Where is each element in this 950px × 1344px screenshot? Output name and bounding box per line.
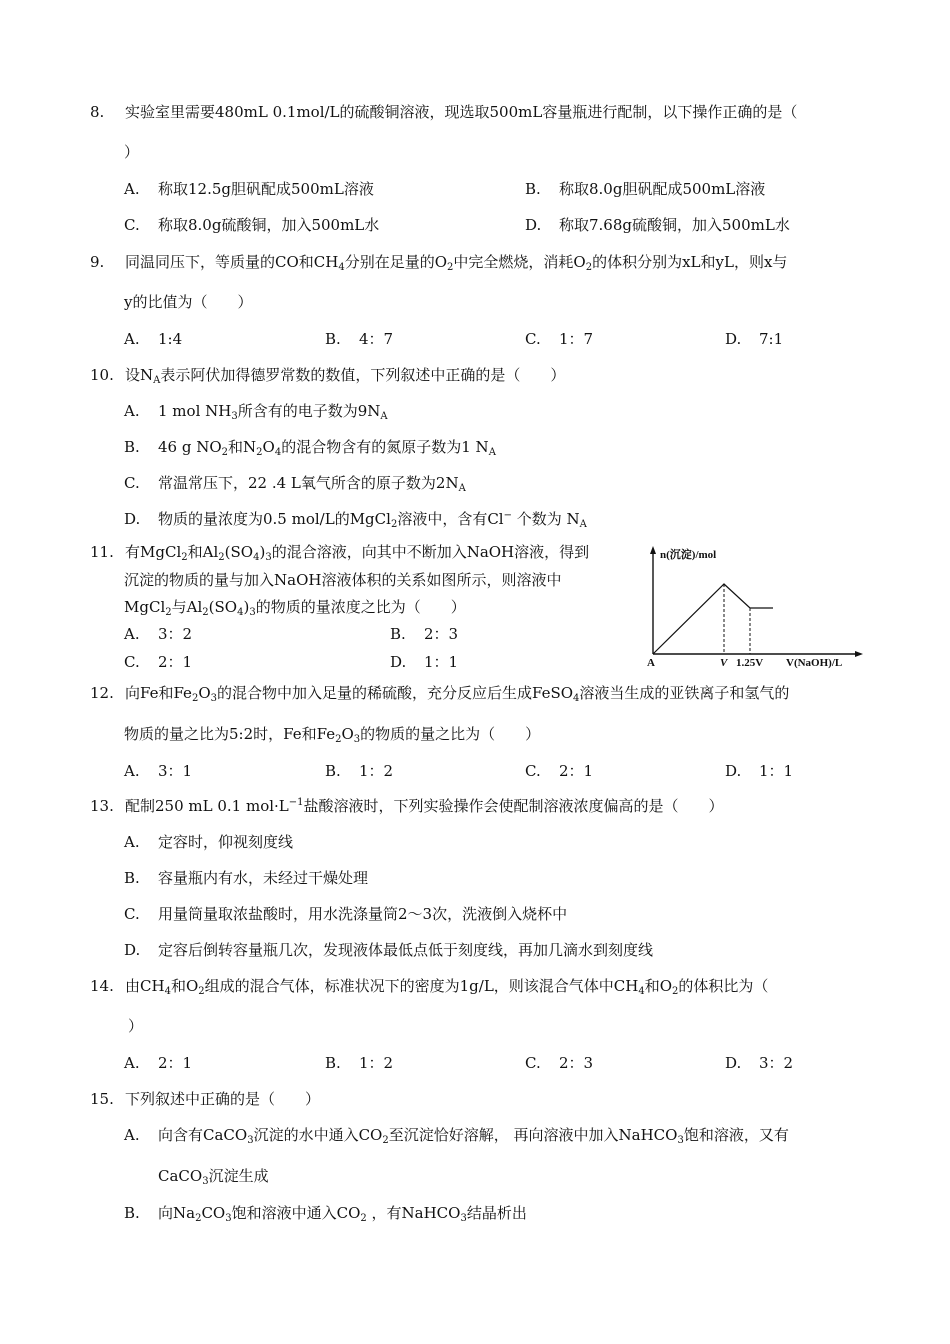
- option-label: B.: [325, 762, 341, 780]
- q9-option-c: [525, 329, 593, 349]
- subscript: 2: [218, 552, 225, 563]
- q12-stem: 物质的量之比为5:2时，Fe和Fe: [124, 725, 336, 743]
- option-label: B.: [124, 869, 140, 887]
- option-text: CaCO: [158, 1167, 203, 1185]
- option-label: B.: [325, 330, 341, 348]
- subscript: 2: [256, 447, 263, 458]
- option-text: 1:4: [158, 330, 183, 348]
- option-text: 称取7.68g硫酸铜，加入500mL水: [559, 216, 790, 234]
- option-text: 容量瓶内有水，未经过干燥处理: [158, 869, 369, 887]
- q10-stem: 设N: [125, 366, 154, 384]
- option-label: C.: [124, 653, 140, 671]
- subscript: 4: [274, 447, 282, 458]
- q14-line2: [128, 1016, 143, 1036]
- subscript: 2: [360, 1213, 367, 1224]
- option-label: A.: [124, 625, 140, 643]
- option-text: 饱和溶液中通入CO: [231, 1204, 361, 1222]
- q8-option-c: [124, 215, 379, 235]
- option-label: D.: [124, 510, 141, 528]
- subscript: 2: [335, 734, 342, 745]
- option-label: C.: [525, 1054, 541, 1072]
- q8-stem-close: ）: [124, 143, 140, 161]
- option-text: 3：2: [158, 625, 193, 643]
- subscript: 3: [460, 1213, 467, 1224]
- option-label: B.: [124, 1204, 140, 1222]
- q11-stem: (SO: [208, 598, 238, 616]
- q9-option-a: [124, 329, 182, 349]
- option-text: 物质的量浓度为0.5 mol/L的MgCl: [158, 510, 391, 528]
- option-text: 2：3: [424, 625, 459, 643]
- q10-line1: [90, 365, 565, 385]
- option-text: 1：1: [759, 762, 794, 780]
- q11-stem: 与Al: [171, 598, 203, 616]
- option-label: A.: [124, 833, 140, 851]
- q11-stem: MgCl: [124, 598, 166, 616]
- option-text: 定容时，仰视刻度线: [158, 833, 294, 851]
- q15-option-a-cont: [158, 1166, 269, 1186]
- q9-number: 9.: [90, 253, 105, 271]
- q13-option-a: [124, 832, 293, 852]
- q11-stem: (SO: [224, 543, 254, 561]
- option-text: 46 g NO: [158, 438, 222, 456]
- option-text: 7:1: [759, 330, 784, 348]
- option-text: O: [262, 438, 275, 456]
- option-text: CO: [201, 1204, 226, 1222]
- option-text: 称取8.0g胆矾配成500mL溶液: [559, 180, 766, 198]
- option-label: A.: [124, 1126, 140, 1144]
- option-label: A.: [124, 762, 140, 780]
- subscript: 4: [164, 986, 171, 997]
- q14-stem: 由CH: [125, 977, 165, 995]
- q9-line2: [124, 292, 252, 312]
- q11-option-d: [390, 652, 458, 672]
- option-text: 2：1: [158, 1054, 193, 1072]
- option-label: A.: [124, 402, 140, 420]
- option-text: 2：3: [559, 1054, 594, 1072]
- precipitate-volume-graph: [636, 544, 868, 670]
- q12-stem: 的物质的量之比为（ ）: [360, 725, 541, 743]
- q11-stem: 的混合溶液，向其中不断加入NaOH溶液，得到: [271, 543, 590, 561]
- origin-label: A: [647, 657, 655, 669]
- q12-number: 12.: [90, 684, 114, 702]
- q11-stem-cont: 沉淀的物质的量与加入NaOH溶液体积的关系如图所示，则溶液中: [124, 571, 562, 589]
- option-text: 称取12.5g胆矾配成500mL溶液: [158, 180, 374, 198]
- q14-stem-close: ）: [128, 1017, 144, 1035]
- q15-option-a: [124, 1125, 789, 1145]
- q10-option-a: [124, 401, 388, 421]
- subscript: 3: [677, 1135, 684, 1146]
- subscript: A: [488, 447, 496, 458]
- q12-option-d: [725, 761, 793, 781]
- subscript: 4: [638, 986, 645, 997]
- q12-line1: [90, 683, 789, 703]
- q13-option-c: [124, 904, 567, 924]
- q11-stem: ): [243, 598, 250, 616]
- q12-stem: O: [198, 684, 211, 702]
- option-text: 所含有的电子数为9N: [237, 402, 381, 420]
- subscript: 2: [198, 986, 205, 997]
- q11-line2: [124, 570, 561, 590]
- option-label: C.: [124, 905, 140, 923]
- x-axis-label: V(NaOH)/L: [786, 657, 843, 669]
- q15-number: 15.: [90, 1090, 114, 1108]
- q8-option-a: [124, 179, 374, 199]
- q11-stem: 和Al: [187, 543, 219, 561]
- q11-line3: [124, 597, 466, 617]
- q12-stem: 的混合物中加入足量的稀硫酸，充分反应后生成FeSO: [217, 684, 574, 702]
- option-label: D.: [525, 216, 542, 234]
- option-text: 1：1: [424, 653, 459, 671]
- option-text: 的混合物含有的氮原子数为1 N: [281, 438, 489, 456]
- option-text: 结晶析出: [466, 1204, 527, 1222]
- option-label: C.: [124, 474, 140, 492]
- option-label: B.: [325, 1054, 341, 1072]
- option-label: A.: [124, 330, 140, 348]
- subscript: A: [458, 483, 466, 494]
- q11-stem: ): [259, 543, 266, 561]
- subscript: 3: [249, 607, 256, 618]
- subscript: A: [380, 411, 388, 422]
- q9-stem: 的体积分别为xL和yL，则x与: [592, 253, 788, 271]
- subscript: 3: [231, 411, 238, 422]
- option-label: C.: [525, 762, 541, 780]
- option-text: 向Na: [158, 1204, 196, 1222]
- subscript: 2: [390, 519, 398, 530]
- q8-line1: [90, 102, 797, 122]
- precipitate-curve: [653, 584, 773, 654]
- q12-option-b: [325, 761, 393, 781]
- q11-option-c: [124, 652, 192, 672]
- option-label: C.: [124, 216, 140, 234]
- option-label: A.: [124, 180, 140, 198]
- subscript: 3: [265, 552, 272, 563]
- option-text: 用量筒量取浓盐酸时，用水洗涤量筒2～3次，洗液倒入烧杯中: [158, 905, 568, 923]
- q12-stem: O: [341, 725, 354, 743]
- option-text: 1：2: [359, 762, 394, 780]
- option-text: 饱和溶液，又有: [683, 1126, 789, 1144]
- option-text: 常温常压下，22 .4 L氧气所含的原子数为2N: [158, 474, 459, 492]
- x-axis-arrow: [855, 651, 863, 657]
- option-text: 3：1: [158, 762, 193, 780]
- q11-stem: 有MgCl: [125, 543, 182, 561]
- q12-stem: 向Fe和Fe: [125, 684, 192, 702]
- subscript: 4: [253, 552, 260, 563]
- option-text: 3：2: [759, 1054, 794, 1072]
- q14-stem: 和O: [170, 977, 199, 995]
- subscript: 2: [447, 262, 454, 273]
- option-text: 向含有CaCO: [158, 1126, 248, 1144]
- q8-option-d: [525, 215, 790, 235]
- subscript: 4: [237, 607, 244, 618]
- option-text: ，有NaHCO: [366, 1204, 461, 1222]
- q13-option-b: [124, 868, 368, 888]
- subscript: 2: [585, 262, 593, 273]
- q10-number: 10.: [90, 366, 114, 384]
- q14-option-a: [124, 1053, 192, 1073]
- option-text: 1：7: [559, 330, 594, 348]
- option-label: D.: [725, 762, 742, 780]
- q12-option-c: [525, 761, 593, 781]
- q9-stem: 中完全燃烧，消耗O: [453, 253, 586, 271]
- subscript: 2: [195, 1213, 202, 1224]
- q9-option-d: [725, 329, 783, 349]
- q13-stem: 盐酸溶液时，下列实验操作会使配制溶液浓度偏高的是（ ）: [303, 797, 724, 815]
- q13-option-d: [124, 940, 653, 960]
- q9-stem: 分别在足量的O: [344, 253, 448, 271]
- option-text: 定容后倒转容量瓶几次，发现液体最低点低于刻度线，再加几滴水到刻度线: [158, 941, 654, 959]
- subscript: 2: [165, 607, 172, 618]
- subscript: 4: [338, 262, 345, 273]
- q11-option-b: [390, 624, 458, 644]
- q12-line2: [124, 724, 540, 744]
- y-axis-arrow: [650, 546, 656, 554]
- q11-number: 11.: [90, 543, 114, 561]
- subscript: A: [579, 519, 587, 530]
- option-label: B.: [124, 438, 140, 456]
- option-label: D.: [390, 653, 407, 671]
- option-text: 个数为 N: [511, 510, 580, 528]
- subscript: 2: [221, 447, 229, 458]
- q10-stem: 表示阿伏加得德罗常数的数值，下列叙述中正确的是（ ）: [160, 366, 566, 384]
- q14-option-b: [325, 1053, 393, 1073]
- option-text: 溶液中，含有Cl: [397, 510, 504, 528]
- q8-line2: [124, 142, 139, 162]
- q14-line1: [90, 976, 768, 996]
- subscript: A: [153, 375, 161, 386]
- q11-line1: [90, 542, 589, 562]
- q13-stem: 配制250 mL 0.1 mol·L: [125, 797, 289, 815]
- option-text: 2：1: [158, 653, 193, 671]
- superscript: −1: [288, 797, 304, 808]
- q13-number: 13.: [90, 797, 114, 815]
- q9-stem-cont: y的比值为（ ）: [124, 293, 253, 311]
- tick-v-label: V: [720, 657, 728, 669]
- option-label: B.: [525, 180, 541, 198]
- subscript: 2: [181, 552, 188, 563]
- option-text: 4：7: [359, 330, 394, 348]
- superscript: −: [503, 510, 512, 521]
- subscript: 3: [353, 734, 361, 745]
- q15-stem: 下列叙述中正确的是（ ）: [125, 1090, 321, 1108]
- option-label: D.: [124, 941, 141, 959]
- q14-stem: 的体积比为（: [678, 977, 769, 995]
- option-text: 至沉淀恰好溶解， 再向溶液中加入NaHCO: [388, 1126, 678, 1144]
- subscript: 2: [672, 986, 679, 997]
- q14-stem: 组成的混合气体，标准状况下的密度为1g/L，则该混合气体中CH: [204, 977, 639, 995]
- option-text: 和N: [228, 438, 257, 456]
- subscript: 3: [210, 693, 217, 704]
- q14-number: 14.: [90, 977, 114, 995]
- subscript: 4: [573, 693, 580, 704]
- option-text: 称取8.0g硫酸铜，加入500mL水: [158, 216, 380, 234]
- q10-option-b: [124, 437, 496, 457]
- subscript: 2: [382, 1135, 389, 1146]
- q10-option-d: [124, 509, 587, 529]
- subscript: 3: [247, 1135, 254, 1146]
- option-label: D.: [725, 1054, 742, 1072]
- subscript: 2: [202, 607, 209, 618]
- option-text: 2：1: [559, 762, 594, 780]
- q10-option-c: [124, 473, 466, 493]
- option-label: C.: [525, 330, 541, 348]
- option-text: 沉淀的水中通入CO: [253, 1126, 383, 1144]
- q8-stem: 实验室里需要480mL 0.1mol/L的硫酸铜溶液，现选取500mL容量瓶进行配制，以下操作正确的是（: [125, 103, 798, 121]
- q13-line1: [90, 796, 724, 816]
- option-text: 1：2: [359, 1054, 394, 1072]
- q9-stem: 同温同压下，等质量的CO和CH: [125, 253, 339, 271]
- q12-option-a: [124, 761, 192, 781]
- q8-number: 8.: [90, 103, 105, 121]
- option-label: B.: [390, 625, 406, 643]
- q14-stem: 和O: [644, 977, 673, 995]
- subscript: 2: [191, 693, 199, 704]
- q9-option-b: [325, 329, 393, 349]
- subscript: 3: [202, 1176, 209, 1187]
- option-text: 沉淀生成: [208, 1167, 269, 1185]
- q11-stem: 的物质的量浓度之比为（ ）: [255, 598, 466, 616]
- q15-option-b: [124, 1203, 527, 1223]
- q9-line1: [90, 252, 787, 272]
- tick-125v-label: 1.25V: [736, 657, 764, 669]
- q8-option-b: [525, 179, 765, 199]
- y-axis-label: n(沉淀)/mol: [660, 549, 717, 561]
- q14-option-c: [525, 1053, 593, 1073]
- q12-stem: 溶液当生成的亚铁离子和氢气的: [579, 684, 790, 702]
- q11-option-a: [124, 624, 192, 644]
- option-text: 1 mol NH: [158, 402, 232, 420]
- option-label: D.: [725, 330, 742, 348]
- q15-line1: [90, 1089, 320, 1109]
- subscript: 3: [225, 1213, 232, 1224]
- option-label: A.: [124, 1054, 140, 1072]
- q14-option-d: [725, 1053, 793, 1073]
